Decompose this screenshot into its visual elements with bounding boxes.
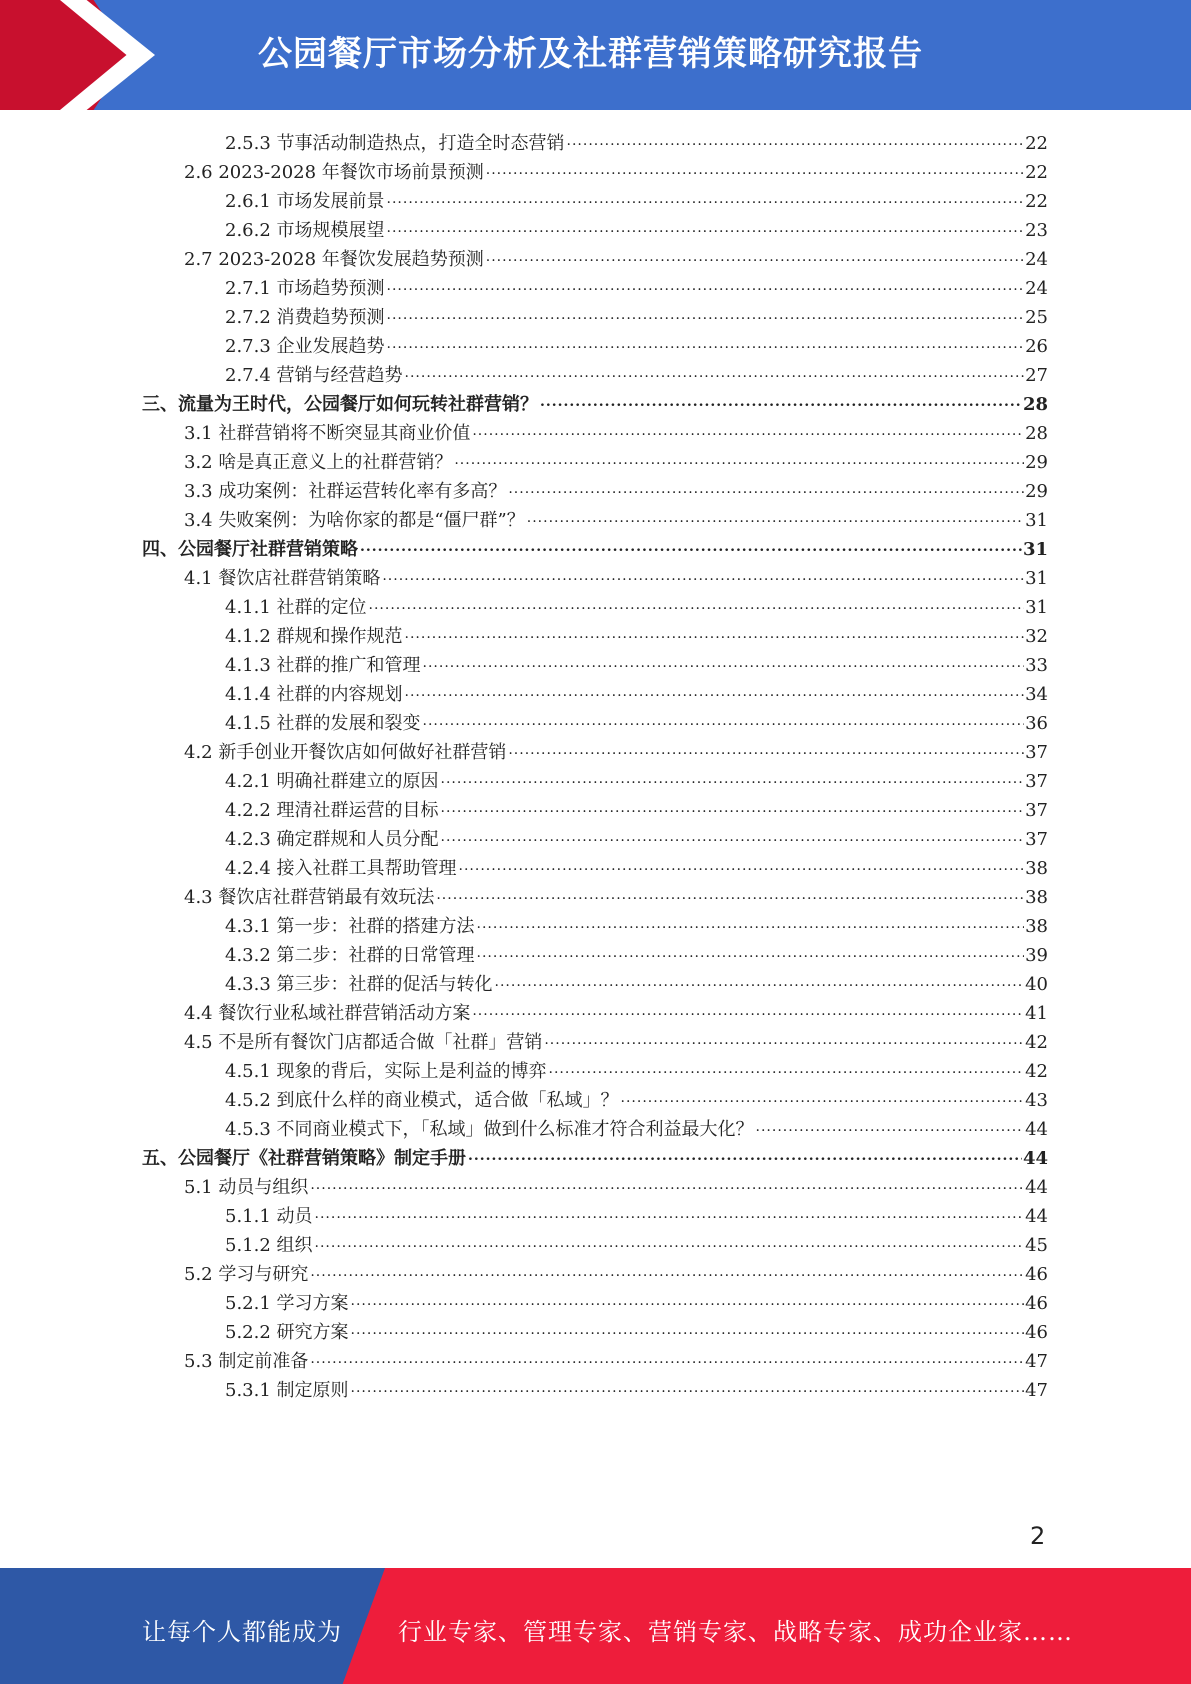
toc-entry[interactable]: [225, 907, 1048, 938]
toc-page: 45: [1025, 1235, 1048, 1256]
toc-page: 31: [1025, 568, 1048, 589]
toc-label: 4.1.2 群规和操作规范: [225, 626, 403, 647]
toc-page: 43: [1025, 1090, 1048, 1111]
toc-entry[interactable]: [184, 472, 1048, 503]
toc-label: 3.1 社群营销将不断突显其商业价值: [184, 423, 471, 444]
toc-entry[interactable]: [225, 1284, 1048, 1315]
toc-leader: [405, 362, 1025, 384]
toc-entry[interactable]: [225, 211, 1048, 242]
footer-slogan-left: 让每个人都能成为: [142, 1618, 342, 1646]
toc-page: 31: [1025, 597, 1048, 618]
toc-entry[interactable]: [225, 356, 1048, 387]
toc-label: 5.1.1 动员: [225, 1206, 313, 1227]
toc-leader: [382, 565, 1024, 587]
toc-page: 44: [1025, 1206, 1048, 1227]
toc-leader: [315, 1232, 1025, 1254]
toc-entry[interactable]: [184, 501, 1048, 532]
toc-leader: [315, 1203, 1025, 1225]
toc-page: 44: [1025, 1119, 1048, 1140]
toc-page: 36: [1025, 713, 1048, 734]
toc-label: 4.1.5 社群的发展和裂变: [225, 713, 421, 734]
toc-entry[interactable]: [184, 1168, 1048, 1199]
toc-leader: [369, 594, 1025, 616]
toc-leader: [441, 797, 1025, 819]
toc-leader: [468, 1145, 1022, 1167]
toc-page: 33: [1025, 655, 1048, 676]
toc-leader: [423, 652, 1025, 674]
toc-page: 28: [1022, 394, 1048, 415]
page-number: 2: [1030, 1522, 1046, 1550]
toc-leader: [310, 1348, 1024, 1370]
toc-page: 25: [1025, 307, 1048, 328]
toc-entry[interactable]: [225, 1052, 1048, 1083]
toc-page: 38: [1025, 858, 1048, 879]
header-banner: [0, 0, 1191, 110]
toc-leader: [387, 217, 1025, 239]
toc-page: 29: [1025, 452, 1048, 473]
toc-leader: [508, 739, 1024, 761]
toc-label: 2.7.4 营销与经营趋势: [225, 365, 403, 386]
toc-label: 2.7.2 消费趋势预测: [225, 307, 385, 328]
toc-leader: [310, 1261, 1024, 1283]
toc-leader: [477, 913, 1025, 935]
toc-leader: [472, 1000, 1024, 1022]
toc-leader: [405, 681, 1025, 703]
toc-leader: [310, 1174, 1024, 1196]
toc-entry[interactable]: [225, 124, 1048, 155]
toc-label: 2.6.1 市场发展前景: [225, 191, 385, 212]
toc-leader: [540, 391, 1022, 413]
toc-label: 2.7.3 企业发展趋势: [225, 336, 385, 357]
toc-label: 4.5.3 不同商业模式下，「私域」做到什么标准才符合利益最大化？: [225, 1119, 754, 1140]
toc-page: 31: [1022, 539, 1048, 560]
toc-entry[interactable]: [225, 849, 1048, 880]
toc-entry[interactable]: [225, 269, 1048, 300]
toc-leader: [351, 1319, 1025, 1341]
toc-page: 37: [1025, 829, 1048, 850]
toc-leader: [405, 623, 1025, 645]
toc-leader: [495, 971, 1025, 993]
toc-page: 22: [1025, 191, 1048, 212]
toc-page: 24: [1025, 249, 1048, 270]
toc-label: 4.5.2 到底什么样的商业模式，适合做「私域」？: [225, 1090, 619, 1111]
toc-entry[interactable]: [184, 559, 1048, 590]
toc-leader: [441, 768, 1025, 790]
toc-leader: [387, 275, 1025, 297]
toc-entry[interactable]: [184, 1023, 1048, 1054]
toc-label: 5.3 制定前准备: [184, 1351, 309, 1372]
toc-label: 4.2.4 接入社群工具帮助管理: [225, 858, 457, 879]
toc-page: 46: [1025, 1293, 1048, 1314]
toc-label: 2.6.2 市场规模展望: [225, 220, 385, 241]
toc-leader: [436, 884, 1024, 906]
toc-label: 2.5.3 节事活动制造热点，打造全时态营销: [225, 133, 565, 154]
toc-entry[interactable]: [225, 617, 1048, 648]
toc-page: 32: [1025, 626, 1048, 647]
toc-leader: [387, 333, 1025, 355]
toc-entry[interactable]: [225, 1197, 1048, 1228]
toc-label: 4.3 餐饮店社群营销最有效玩法: [184, 887, 435, 908]
toc-page: 47: [1025, 1380, 1048, 1401]
toc-page: 23: [1025, 220, 1048, 241]
toc-label: 5.2.1 学习方案: [225, 1293, 349, 1314]
toc-entry[interactable]: [225, 1110, 1048, 1141]
toc-entry[interactable]: [225, 1313, 1048, 1344]
toc-page: 22: [1025, 133, 1048, 154]
toc-entry[interactable]: [184, 443, 1048, 474]
toc-entry[interactable]: [142, 1139, 1048, 1170]
toc-page: 44: [1022, 1148, 1048, 1169]
toc-label: 5.1 动员与组织: [184, 1177, 309, 1198]
toc-entry[interactable]: [225, 762, 1048, 793]
toc-entry[interactable]: [225, 965, 1048, 996]
toc-leader: [454, 449, 1024, 471]
toc-entry[interactable]: [225, 704, 1048, 735]
toc-leader: [567, 130, 1025, 152]
toc-page: 39: [1025, 945, 1048, 966]
toc-page: 46: [1025, 1322, 1048, 1343]
toc-page: 24: [1025, 278, 1048, 299]
toc-page: 29: [1025, 481, 1048, 502]
toc-page: 41: [1025, 1003, 1048, 1024]
toc-page: 27: [1025, 365, 1048, 386]
toc-entry[interactable]: [225, 327, 1048, 358]
toc-label: 4.5 不是所有餐饮门店都适合做「社群」营销: [184, 1032, 543, 1053]
header-red-arrow: [0, 0, 130, 110]
toc-label: 5.2 学习与研究: [184, 1264, 309, 1285]
toc-page: 46: [1025, 1264, 1048, 1285]
toc-page: 40: [1025, 974, 1048, 995]
toc-label: 5.3.1 制定原则: [225, 1380, 349, 1401]
toc-leader: [351, 1290, 1025, 1312]
toc-entry[interactable]: [184, 1342, 1048, 1373]
toc-leader: [508, 478, 1024, 500]
toc-label: 4.2 新手创业开餐饮店如何做好社群营销: [184, 742, 507, 763]
toc-label: 3.2 啥是真正意义上的社群营销？: [184, 452, 453, 473]
toc-entry[interactable]: [184, 878, 1048, 909]
toc-entry[interactable]: [225, 646, 1048, 677]
toc-page: 47: [1025, 1351, 1048, 1372]
toc-label: 4.1.3 社群的推广和管理: [225, 655, 421, 676]
toc-label: 五、公园餐厅《社群营销策略》制定手册: [142, 1148, 466, 1169]
toc-page: 38: [1025, 887, 1048, 908]
report-title: 公园餐厅市场分析及社群营销策略研究报告: [258, 34, 923, 74]
toc-label: 4.3.2 第二步：社群的日常管理: [225, 945, 475, 966]
toc-page: 42: [1025, 1032, 1048, 1053]
toc-entry[interactable]: [225, 298, 1048, 329]
toc-label: 5.1.2 组织: [225, 1235, 313, 1256]
toc-entry[interactable]: [225, 1371, 1048, 1402]
toc-entry[interactable]: [225, 675, 1048, 706]
toc-label: 2.7 2023-2028 年餐饮发展趋势预测: [184, 249, 484, 270]
toc-entry[interactable]: [184, 240, 1048, 271]
toc-label: 4.1.4 社群的内容规划: [225, 684, 403, 705]
toc-leader: [351, 1377, 1025, 1399]
toc-page: 28: [1025, 423, 1048, 444]
toc-page: 37: [1025, 742, 1048, 763]
toc-page: 42: [1025, 1061, 1048, 1082]
toc-page: 31: [1025, 510, 1048, 531]
toc-leader: [360, 536, 1022, 558]
toc-label: 4.3.1 第一步：社群的搭建方法: [225, 916, 475, 937]
toc-entry[interactable]: [225, 1081, 1048, 1112]
toc-label: 2.7.1 市场趋势预测: [225, 278, 385, 299]
toc-label: 4.3.3 第三步：社群的促活与转化: [225, 974, 493, 995]
toc-page: 26: [1025, 336, 1048, 357]
toc-leader: [486, 246, 1024, 268]
toc-page: 22: [1025, 162, 1048, 183]
toc-entry[interactable]: [142, 385, 1048, 416]
toc-entry[interactable]: [225, 791, 1048, 822]
toc-entry[interactable]: [225, 820, 1048, 851]
toc-leader: [621, 1087, 1025, 1109]
toc-label: 2.6 2023-2028 年餐饮市场前景预测: [184, 162, 484, 183]
toc-label: 三、流量为王时代，公园餐厅如何玩转社群营销？: [142, 394, 538, 415]
toc-label: 4.4 餐饮行业私域社群营销活动方案: [184, 1003, 471, 1024]
toc-leader: [527, 507, 1024, 529]
toc-page: 37: [1025, 771, 1048, 792]
toc-label: 3.3 成功案例：社群运营转化率有多高？: [184, 481, 507, 502]
toc-leader: [756, 1116, 1025, 1138]
toc-entry[interactable]: [142, 530, 1048, 561]
toc-leader: [459, 855, 1025, 877]
toc-leader: [477, 942, 1025, 964]
toc-label: 3.4 失败案例：为啥你家的都是“僵尸群”？: [184, 510, 525, 531]
toc-leader: [441, 826, 1025, 848]
toc-entry[interactable]: [184, 153, 1048, 184]
footer-banner: [0, 1568, 1191, 1684]
toc-label: 5.2.2 研究方案: [225, 1322, 349, 1343]
toc-entry[interactable]: [184, 994, 1048, 1025]
toc-page: 34: [1025, 684, 1048, 705]
toc-leader: [486, 159, 1024, 181]
toc-label: 4.2.1 明确社群建立的原因: [225, 771, 439, 792]
toc-entry[interactable]: [225, 1226, 1048, 1257]
toc-label: 4.2.3 确定群规和人员分配: [225, 829, 439, 850]
toc-label: 4.1.1 社群的定位: [225, 597, 367, 618]
toc-leader: [387, 188, 1025, 210]
toc-label: 4.2.2 理清社群运营的目标: [225, 800, 439, 821]
toc-entry[interactable]: [225, 182, 1048, 213]
toc-label: 4.1 餐饮店社群营销策略: [184, 568, 381, 589]
toc-leader: [544, 1029, 1024, 1051]
toc-entry[interactable]: [225, 588, 1048, 619]
toc-entry[interactable]: [184, 733, 1048, 764]
toc-leader: [472, 420, 1024, 442]
toc-page: 44: [1025, 1177, 1048, 1198]
toc-label: 四、公园餐厅社群营销策略: [142, 539, 358, 560]
toc-entry[interactable]: [184, 1255, 1048, 1286]
toc-page: 37: [1025, 800, 1048, 821]
toc-leader: [423, 710, 1025, 732]
toc-label: 4.5.1 现象的背后，实际上是利益的博弈: [225, 1061, 547, 1082]
toc-entry[interactable]: [225, 936, 1048, 967]
toc-leader: [387, 304, 1025, 326]
toc-leader: [549, 1058, 1025, 1080]
toc-page: 38: [1025, 916, 1048, 937]
toc-entry[interactable]: [184, 414, 1048, 445]
footer-slogan-right: 行业专家、管理专家、营销专家、战略专家、成功企业家……: [398, 1618, 1073, 1646]
